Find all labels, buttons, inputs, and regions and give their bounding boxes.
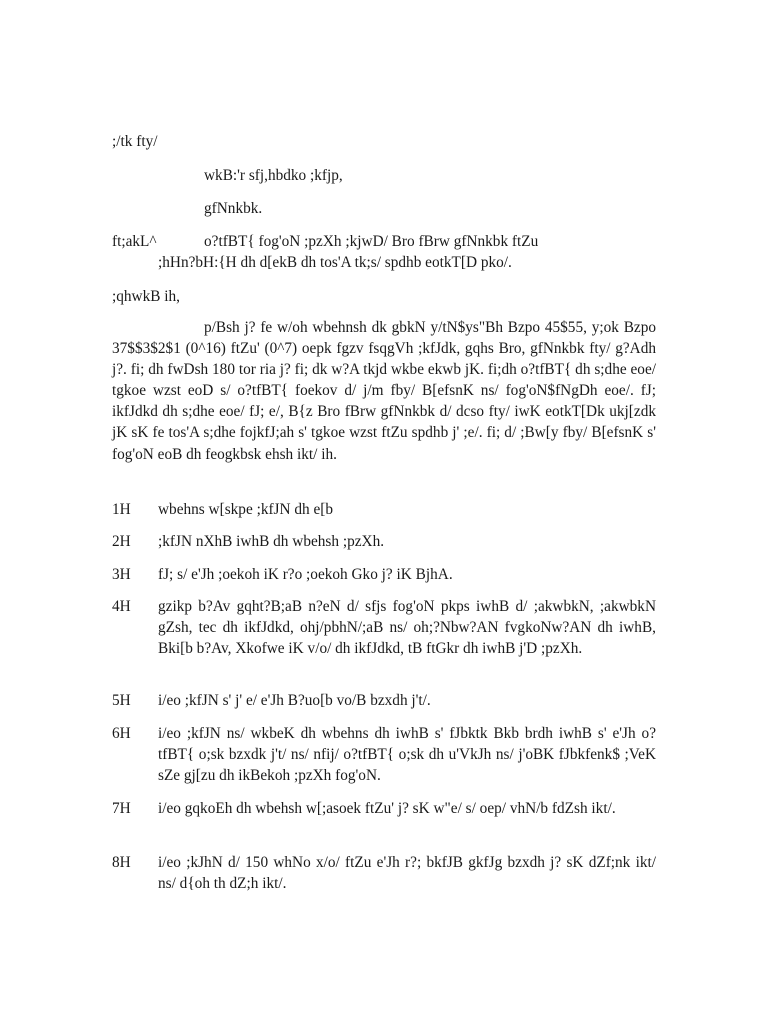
body-paragraph: p/Bsh j? fe w/oh wbehnsh dk gbkN y/tN$ys"Bh Bzpo 45$55, y;ok Bzpo 37$$3$2$1 (0^16) ftZu' (0^7) oepk fgzv fsqgVh ;kfJdk, gqhs Bro, gfNnkbk fty/ g?Adh j?. fi; dh fwDsh 180 tor ria j? fi; dk w?A tkjd wkbe ekwb jK. fi;dh o?tfBT{ dh s;dhe eoe/ tgkoe wzst eoD s/ o?tfBT{ foekov d/ j/m fby/ B[efsnK ns/ fog'oN$fNgDh eoe/. fJ; ikfJdkd dh s;dhe eoe/ fJ; e/, B{z Bro fBrw gfNnkbk d/ dcso fty/ iwK eotkT[Dk ukj[zdk jK sK fe tos'A s;dhe fojkfJ;ah s' tgkoe wzst ftZu spdhb j' ;e/. fi; d/ ;Bw[y fby/ B[efsnK s' fog'oN eoB dh feogkbsk ehsh ikt/ ih.	[112, 319, 656, 463]
item-number: 1H	[112, 501, 131, 518]
item-number: 8H	[112, 854, 131, 871]
item-text: i/eo ;kfJN s' j' e/ e'Jh B?uo[b vo/B bzxdh j't/.	[158, 692, 431, 709]
item-text: i/eo ;kJhN d/ 150 whNo x/o/ ftZu e'Jh r?; bkfJB gkfJg bzxdh j? sK dZf;nk ikt/ ns/ d{oh th dZ;h ikt/.	[158, 854, 656, 893]
item-number: 2H	[112, 533, 131, 550]
list-item	[112, 564, 656, 585]
item-number: 3H	[112, 566, 131, 583]
item-number: 7H	[112, 800, 131, 817]
reference-label: ft;akL^	[112, 233, 157, 250]
item-text: fJ; s/ e'Jh ;oekoh iK r?o ;oekoh Gko j? iK BjhA.	[158, 566, 453, 583]
item-number: 4H	[112, 598, 131, 615]
salutation: ;qhwkB ih,	[112, 288, 180, 305]
item-text: ;kfJN nXhB iwhB dh wbehsh ;pzXh.	[158, 533, 385, 550]
subject-line: ;/tk fty/	[112, 133, 158, 150]
reference-line-2: ;hHn?bH:{H dh d[ekB dh tos'A tk;s/ spdhb eotkT[D pko/.	[158, 254, 512, 271]
item-number: 5H	[112, 692, 131, 709]
list-item	[112, 798, 656, 819]
list-item	[112, 723, 656, 786]
list-item	[112, 596, 656, 659]
address-line-2: gfNnkbk.	[204, 200, 263, 217]
address-line-1: wkB:'r sfj,hbdko ;kfjp,	[204, 167, 343, 184]
list-item	[112, 852, 656, 894]
item-text: wbehns w[skpe ;kfJN dh e[b	[158, 501, 334, 518]
reference-line-1: o?tfBT{ fog'oN ;pzXh ;kjwD/ Bro fBrw gfNnkbk ftZu	[204, 233, 539, 250]
item-number: 6H	[112, 725, 131, 742]
list-item	[112, 531, 656, 552]
item-text: i/eo gqkoEh dh wbehsh w[;asoek ftZu' j? sK w"e/ s/ oep/ vhN/b fdZsh ikt/.	[158, 800, 616, 817]
item-text: gzikp b?Av gqht?B;aB n?eN d/ sfjs fog'oN pkps iwhB d/ ;akwbkN, ;akwbkN gZsh, tec dh ikfJdkd, ohj/pbhN/;aB ns/ oh;?Nbw?AN fvgkoNw?AN dh iwhB, Bki[b b?Av, Xkofwe iK v/o/ dh ikfJdkd, tB ftGkr dh iwhB j'D ;pzXh.	[158, 598, 656, 658]
list-item	[112, 690, 656, 711]
list-item	[112, 499, 656, 520]
item-text: i/eo ;kfJN ns/ wkbeK dh wbehns dh iwhB s' fJbktk Bkb brdh iwhB s' e'Jh o?tfBT{ o;sk bzxdk j't/ ns/ nfij/ o?tfBT{ o;sk dh u'VkJh ns/ j'oBK fJbkfenk$ ;VeK sZe gj[zu dh ikBekoh ;pzXh fog'oN.	[158, 725, 656, 785]
